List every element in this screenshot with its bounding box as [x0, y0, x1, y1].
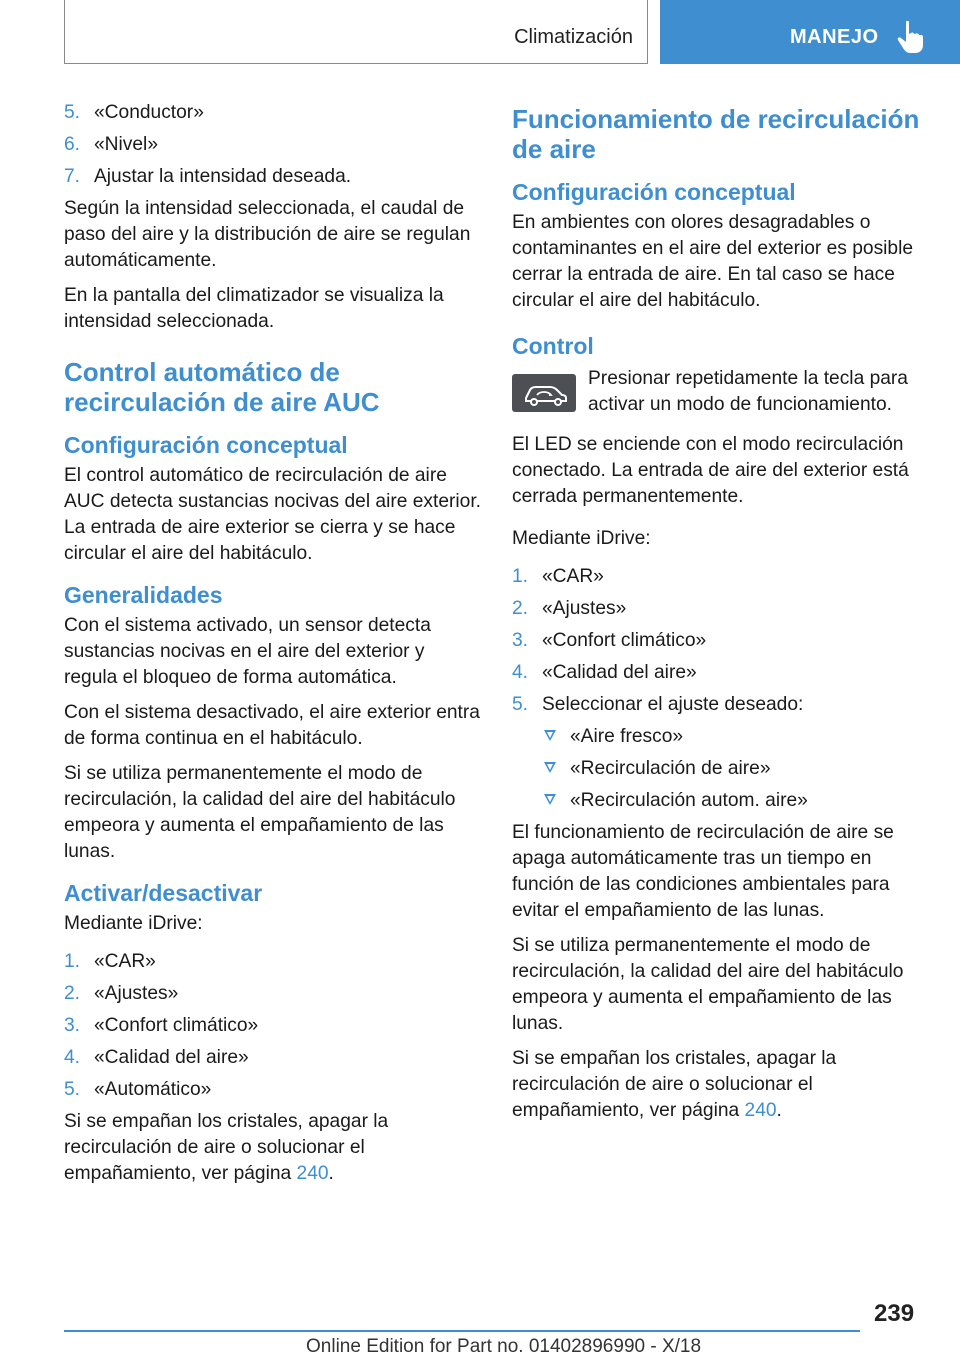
chapter-title: MANEJO	[790, 26, 879, 48]
paragraph-auto-off: El funcionamiento de recirculación de aire se apaga automáticamente tras un tiempo en función de las condiciones ambientales para evitar el empañamiento de las lunas.	[512, 822, 894, 921]
paragraph-general-1: Con el sistema activado, un sensor detecta sustancias nocivas en el aire del exterior y regula el bloqueo de forma automática.	[64, 615, 431, 688]
option-text: «Aire fresco»	[570, 726, 684, 747]
steps-list	[512, 564, 930, 718]
heading-auc: Control automático de recirculación de aire AUC	[64, 357, 380, 417]
fog-text: Si se empañan los cristales, apagar la recirculación de aire o solucionar el empañamiento, ver página	[512, 1048, 837, 1121]
list-item	[64, 1045, 482, 1071]
fog-end: .	[776, 1100, 782, 1121]
step-number: 3.	[64, 1015, 81, 1036]
step-text: Ajustar la intensidad deseada.	[94, 166, 352, 187]
paragraph-fog	[512, 1046, 930, 1124]
option-text: «Recirculación de aire»	[570, 758, 771, 779]
fog-text: Si se empañan los cristales, apagar la recirculación de aire o solucionar el empañamiento, ver página	[64, 1111, 389, 1184]
step-number: 1.	[64, 951, 81, 972]
step-text: «Confort climático»	[542, 630, 707, 651]
triangle-bullet-icon	[544, 730, 556, 741]
step-text: «Ajustes»	[542, 598, 627, 619]
control-row	[512, 366, 930, 426]
left-column	[64, 100, 482, 1196]
list-item	[64, 1013, 482, 1039]
paragraph-concept: En ambientes con olores desagradables o contaminantes en el aire del exterior es posible cerrar la entrada de aire. En tal caso se hace circular el aire del habitáculo.	[512, 212, 914, 311]
step-text: «Conductor»	[94, 102, 204, 123]
option-item	[512, 788, 930, 814]
heading-general: Generalidades	[64, 582, 223, 608]
step-text: «CAR»	[542, 566, 604, 587]
step-number: 3.	[512, 630, 529, 651]
section-title: Climatización	[514, 26, 633, 48]
step-text: «Ajustes»	[94, 983, 179, 1004]
header-chapter-tab[interactable]	[660, 0, 960, 64]
step-number: 2.	[512, 598, 529, 619]
top-steps-list	[64, 100, 482, 190]
option-item	[512, 756, 930, 782]
paragraph-led: El LED se enciende con el modo recirculación conectado. La entrada de aire del exterior está cerrada permanentemente.	[512, 434, 909, 507]
pointing-hand-icon	[896, 20, 926, 54]
step-number: 6.	[64, 134, 81, 155]
footer-divider	[64, 1330, 860, 1332]
list-item	[64, 981, 482, 1007]
heading-concept: Configuración conceptual	[64, 432, 348, 458]
step-text: «Nivel»	[94, 134, 158, 155]
page-link-240[interactable]: 240	[296, 1163, 329, 1184]
fog-end: .	[328, 1163, 334, 1184]
page-link-240[interactable]: 240	[744, 1100, 777, 1121]
heading-control: Control	[512, 333, 594, 359]
step-text: «Calidad del aire»	[542, 662, 697, 683]
page-number: 239	[874, 1300, 915, 1327]
paragraph-general-2: Con el sistema desactivado, el aire exterior entra de forma continua en el habitáculo.	[64, 702, 480, 749]
step-text: «Confort climático»	[94, 1015, 259, 1036]
triangle-bullet-icon	[544, 794, 556, 805]
paragraph-display: En la pantalla del climatizador se visualiza la intensidad seleccionada.	[64, 285, 444, 332]
paragraph-idrive: Mediante iDrive:	[64, 913, 203, 934]
header-section-box	[64, 0, 648, 64]
step-number: 5.	[64, 102, 81, 123]
step-number: 4.	[512, 662, 529, 683]
step-text: «Calidad del aire»	[94, 1047, 249, 1068]
paragraph-idrive: Mediante iDrive:	[512, 528, 651, 549]
list-item	[64, 949, 482, 975]
step-number: 7.	[64, 166, 81, 187]
list-item	[64, 132, 482, 158]
paragraph-fog	[64, 1109, 482, 1187]
heading-recirculation: Funcionamiento de recirculación de aire	[512, 104, 920, 164]
steps-list	[64, 949, 482, 1103]
options-list	[512, 724, 930, 814]
list-item	[512, 660, 930, 686]
step-text: Seleccionar el ajuste deseado:	[542, 694, 804, 715]
paragraph-permanent: Si se utiliza permanentemente el modo de recirculación, la calidad del aire del habitáculo empeora y aumenta el empañamiento de las lunas.	[512, 935, 904, 1034]
list-item	[512, 564, 930, 590]
step-number: 2.	[64, 983, 81, 1004]
heading-activate: Activar/desactivar	[64, 880, 263, 906]
step-number: 5.	[512, 694, 529, 715]
step-text: «Automático»	[94, 1079, 212, 1100]
list-item	[512, 596, 930, 622]
step-number: 5.	[64, 1079, 81, 1100]
paragraph-intensity: Según la intensidad seleccionada, el caudal de paso del aire y la distribución de aire se regulan automáticamente.	[64, 198, 471, 271]
list-item	[64, 164, 482, 190]
recirculation-button-icon	[512, 374, 576, 412]
paragraph-concept: El control automático de recirculación de aire AUC detecta sustancias nocivas del aire exterior. La entrada de aire exterior se cierra y se hace circular el aire del habitáculo.	[64, 465, 481, 564]
option-text: «Recirculación autom. aire»	[570, 790, 808, 811]
list-item	[64, 1077, 482, 1103]
paragraph-press: Presionar repetidamente la tecla para activar un modo de funcionamiento.	[588, 368, 908, 415]
list-item	[512, 692, 930, 718]
step-text: «CAR»	[94, 951, 156, 972]
step-number: 1.	[512, 566, 529, 587]
triangle-bullet-icon	[544, 762, 556, 773]
heading-concept: Configuración conceptual	[512, 179, 796, 205]
right-column	[512, 100, 930, 1133]
step-number: 4.	[64, 1047, 81, 1068]
option-item	[512, 724, 930, 750]
list-item	[512, 628, 930, 654]
paragraph-general-3: Si se utiliza permanentemente el modo de recirculación, la calidad del aire del habitáculo empeora y aumenta el empañamiento de las lunas.	[64, 763, 456, 862]
footer-edition: Online Edition for Part no. 01402896990 - X/18	[306, 1336, 702, 1357]
list-item	[64, 100, 482, 126]
